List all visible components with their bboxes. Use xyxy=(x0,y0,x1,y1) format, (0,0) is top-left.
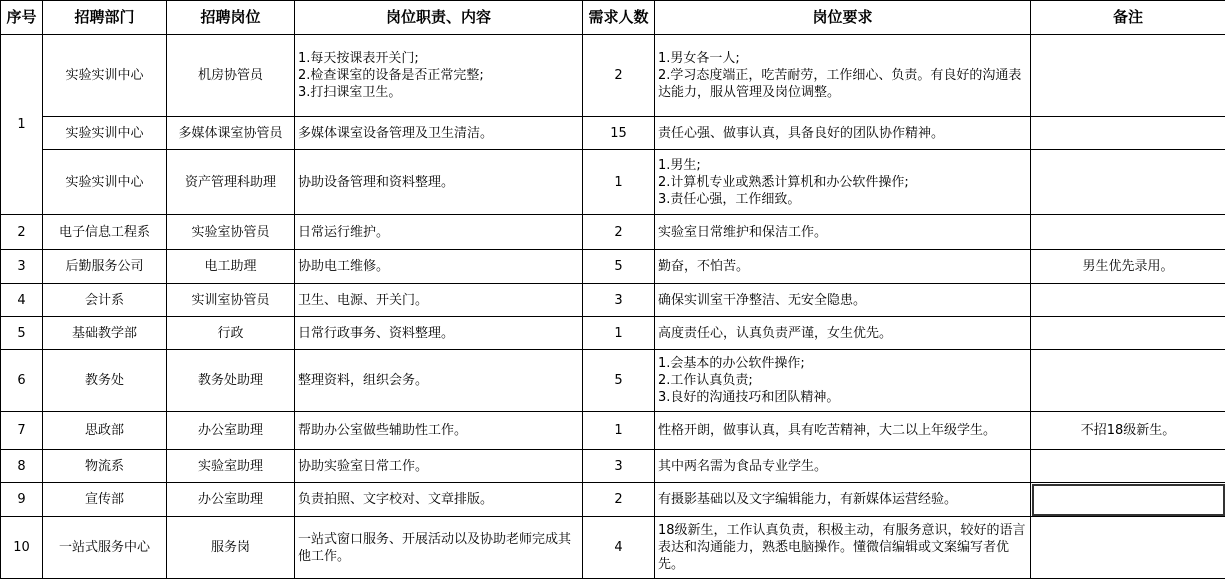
cell-seq[interactable]: 4 xyxy=(1,284,43,317)
cell-post[interactable]: 机房协管员 xyxy=(167,35,295,117)
header-dept[interactable]: 招聘部门 xyxy=(43,1,167,35)
cell-req[interactable]: 18级新生，工作认真负责，积极主动，有服务意识，较好的语言表达和沟通能力，熟悉电脑操作。懂微信编辑或文案编写者优先。 xyxy=(655,517,1031,579)
cell-post[interactable]: 资产管理科助理 xyxy=(167,150,295,215)
cell-num[interactable]: 2 xyxy=(583,35,655,117)
cell-num[interactable]: 5 xyxy=(583,250,655,284)
cell-num[interactable]: 1 xyxy=(583,317,655,350)
cell-num[interactable]: 15 xyxy=(583,117,655,150)
header-num[interactable]: 需求人数 xyxy=(583,1,655,35)
cell-duty[interactable]: 协助电工维修。 xyxy=(295,250,583,284)
cell-note[interactable] xyxy=(1031,517,1225,579)
cell-req[interactable]: 勤奋，不怕苦。 xyxy=(655,250,1031,284)
cell-post[interactable]: 服务岗 xyxy=(167,517,295,579)
cell-dept[interactable]: 思政部 xyxy=(43,412,167,450)
table-row xyxy=(1,250,1225,284)
cell-num[interactable]: 1 xyxy=(583,412,655,450)
cell-post[interactable]: 办公室助理 xyxy=(167,483,295,517)
table-row xyxy=(1,350,1225,412)
cell-duty[interactable]: 日常行政事务、资料整理。 xyxy=(295,317,583,350)
cell-dept[interactable]: 实验实训中心 xyxy=(43,150,167,215)
header-post[interactable]: 招聘岗位 xyxy=(167,1,295,35)
cell-duty[interactable]: 整理资料，组织会务。 xyxy=(295,350,583,412)
cell-req[interactable]: 1.会基本的办公软件操作; 2.工作认真负责; 3.良好的沟通技巧和团队精神。 xyxy=(655,350,1031,412)
cell-note[interactable] xyxy=(1031,317,1225,350)
cell-duty[interactable]: 卫生、电源、开关门。 xyxy=(295,284,583,317)
cell-duty[interactable]: 一站式窗口服务、开展活动以及协助老师完成其他工作。 xyxy=(295,517,583,579)
cell-note[interactable] xyxy=(1031,215,1225,250)
cell-dept[interactable]: 会计系 xyxy=(43,284,167,317)
cell-duty[interactable]: 协助实验室日常工作。 xyxy=(295,450,583,483)
table-row xyxy=(1,412,1225,450)
cell-note[interactable] xyxy=(1031,35,1225,117)
cell-note-selected[interactable] xyxy=(1031,483,1225,517)
cell-dept[interactable]: 基础教学部 xyxy=(43,317,167,350)
cell-num[interactable]: 3 xyxy=(583,284,655,317)
header-note[interactable]: 备注 xyxy=(1031,1,1225,35)
cell-req[interactable]: 1.男女各一人; 2.学习态度端正，吃苦耐劳，工作细心、负责。有良好的沟通表达能力，服从管理及岗位调整。 xyxy=(655,35,1031,117)
cell-dept[interactable]: 电子信息工程系 xyxy=(43,215,167,250)
cell-duty[interactable]: 负责拍照、文字校对、文章排版。 xyxy=(295,483,583,517)
cell-num[interactable]: 3 xyxy=(583,450,655,483)
cell-post[interactable]: 教务处助理 xyxy=(167,350,295,412)
cell-duty[interactable]: 日常运行维护。 xyxy=(295,215,583,250)
cell-dept[interactable]: 宣传部 xyxy=(43,483,167,517)
cell-num[interactable]: 1 xyxy=(583,150,655,215)
cell-seq[interactable]: 2 xyxy=(1,215,43,250)
cell-note[interactable] xyxy=(1031,350,1225,412)
table-row xyxy=(1,35,1225,117)
cell-post[interactable]: 办公室助理 xyxy=(167,412,295,450)
cell-note[interactable] xyxy=(1031,284,1225,317)
cell-num[interactable]: 2 xyxy=(583,483,655,517)
cell-dept[interactable]: 物流系 xyxy=(43,450,167,483)
cell-dept[interactable]: 实验实训中心 xyxy=(43,35,167,117)
header-seq[interactable]: 序号 xyxy=(1,1,43,35)
cell-duty[interactable]: 协助设备管理和资料整理。 xyxy=(295,150,583,215)
table-row xyxy=(1,317,1225,350)
cell-num[interactable]: 5 xyxy=(583,350,655,412)
header-row xyxy=(1,1,1225,35)
cell-dept[interactable]: 后勤服务公司 xyxy=(43,250,167,284)
cell-seq[interactable]: 10 xyxy=(1,517,43,579)
cell-req[interactable]: 责任心强、做事认真，具备良好的团队协作精神。 xyxy=(655,117,1031,150)
cell-req[interactable]: 1.男生; 2.计算机专业或熟悉计算机和办公软件操作; 3.责任心强，工作细致。 xyxy=(655,150,1031,215)
table-row xyxy=(1,517,1225,579)
cell-req[interactable]: 有摄影基础以及文字编辑能力，有新媒体运营经验。 xyxy=(655,483,1031,517)
cell-dept[interactable]: 一站式服务中心 xyxy=(43,517,167,579)
cell-num[interactable]: 4 xyxy=(583,517,655,579)
cell-note[interactable] xyxy=(1031,150,1225,215)
cell-post[interactable]: 行政 xyxy=(167,317,295,350)
table-row xyxy=(1,483,1225,517)
cell-seq[interactable]: 8 xyxy=(1,450,43,483)
cell-dept[interactable]: 教务处 xyxy=(43,350,167,412)
table-row xyxy=(1,450,1225,483)
cell-dept[interactable]: 实验实训中心 xyxy=(43,117,167,150)
table-row xyxy=(1,117,1225,150)
cell-post[interactable]: 电工助理 xyxy=(167,250,295,284)
cell-post[interactable]: 实训室协管员 xyxy=(167,284,295,317)
cell-duty[interactable]: 帮助办公室做些辅助性工作。 xyxy=(295,412,583,450)
cell-seq[interactable]: 5 xyxy=(1,317,43,350)
cell-num[interactable]: 2 xyxy=(583,215,655,250)
cell-req[interactable]: 其中两名需为食品专业学生。 xyxy=(655,450,1031,483)
table-row xyxy=(1,215,1225,250)
cell-req[interactable]: 高度责任心，认真负责严谨，女生优先。 xyxy=(655,317,1031,350)
cell-note[interactable] xyxy=(1031,450,1225,483)
cell-req[interactable]: 实验室日常维护和保洁工作。 xyxy=(655,215,1031,250)
header-duty[interactable]: 岗位职责、内容 xyxy=(295,1,583,35)
cell-seq[interactable]: 1 xyxy=(1,35,43,215)
cell-post[interactable]: 实验室协管员 xyxy=(167,215,295,250)
cell-note[interactable]: 不招18级新生。 xyxy=(1031,412,1225,450)
cell-seq[interactable]: 7 xyxy=(1,412,43,450)
cell-note[interactable]: 男生优先录用。 xyxy=(1031,250,1225,284)
cell-req[interactable]: 确保实训室干净整洁、无安全隐患。 xyxy=(655,284,1031,317)
cell-seq[interactable]: 9 xyxy=(1,483,43,517)
cell-duty[interactable]: 多媒体课室设备管理及卫生清洁。 xyxy=(295,117,583,150)
cell-duty[interactable]: 1.每天按课表开关门; 2.检查课室的设备是否正常完整; 3.打扫课室卫生。 xyxy=(295,35,583,117)
cell-post[interactable]: 实验室助理 xyxy=(167,450,295,483)
cell-req[interactable]: 性格开朗，做事认真，具有吃苦精神，大二以上年级学生。 xyxy=(655,412,1031,450)
cell-note[interactable] xyxy=(1031,117,1225,150)
table-row xyxy=(1,284,1225,317)
table-row xyxy=(1,150,1225,215)
cell-seq[interactable]: 6 xyxy=(1,350,43,412)
header-req[interactable]: 岗位要求 xyxy=(655,1,1031,35)
cell-seq[interactable]: 3 xyxy=(1,250,43,284)
cell-post[interactable]: 多媒体课室协管员 xyxy=(167,117,295,150)
